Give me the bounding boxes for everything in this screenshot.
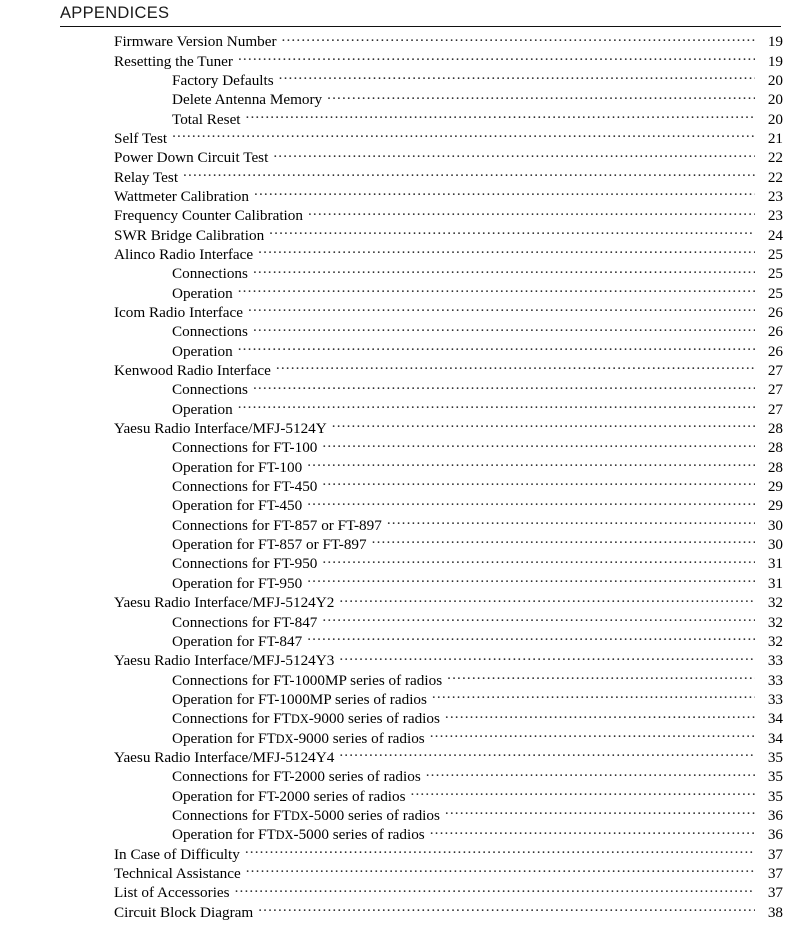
toc-leader-dots: [253, 321, 755, 336]
toc-leader-dots: [258, 244, 755, 259]
toc-entry[interactable]: [0, 166, 799, 185]
toc-page-number: 35: [767, 768, 783, 786]
toc-entry[interactable]: [0, 341, 799, 360]
toc-page-number: 23: [767, 207, 783, 225]
toc-page-number: 21: [767, 129, 783, 147]
toc-entry[interactable]: [0, 805, 799, 824]
toc-entry-label: Connections: [172, 323, 248, 341]
toc-entry-label: Operation for FT-1000MP series of radios: [172, 690, 427, 708]
toc-entry-label: Total Reset: [172, 110, 241, 128]
toc-page-number: 29: [767, 497, 783, 515]
toc-leader-dots: [307, 573, 755, 588]
toc-entry-label: Operation for FTDX-5000 series of radios: [172, 826, 425, 844]
toc-page-number: 26: [767, 342, 783, 360]
toc-leader-dots: [445, 805, 755, 820]
toc-leader-dots: [322, 437, 755, 452]
toc-entry-label: Firmware Version Number: [114, 33, 277, 51]
toc-entry[interactable]: [0, 476, 799, 495]
toc-entry-label: Kenwood Radio Interface: [114, 362, 271, 380]
toc-entry-label: Yaesu Radio Interface/MFJ-5124Y3: [114, 652, 335, 670]
toc-leader-dots: [235, 882, 755, 897]
toc-leader-dots: [308, 205, 755, 220]
toc-entry[interactable]: [0, 108, 799, 127]
toc-leader-dots: [245, 843, 755, 858]
toc-entry-label: Operation for FT-857 or FT-897: [172, 536, 367, 554]
toc-entry[interactable]: [0, 224, 799, 243]
toc-entry[interactable]: [0, 50, 799, 69]
toc-entry[interactable]: [0, 843, 799, 862]
toc-page-number: 24: [767, 226, 783, 244]
toc-entry[interactable]: [0, 282, 799, 301]
toc-entry-label: Yaesu Radio Interface/MFJ-5124Y2: [114, 594, 335, 612]
toc-page-number: 32: [767, 594, 783, 612]
toc-entry[interactable]: [0, 70, 799, 89]
toc-entry-label: Alinco Radio Interface: [114, 245, 254, 263]
toc-entry[interactable]: [0, 399, 799, 418]
toc-entry[interactable]: [0, 901, 799, 920]
toc-entry-label: Connections for FTDX-9000 series of radios: [172, 710, 440, 728]
toc-leader-dots: [447, 669, 755, 684]
toc-leader-dots: [387, 515, 755, 530]
toc-page-number: 31: [767, 574, 783, 592]
toc-page-number: 27: [767, 400, 783, 418]
toc-leader-dots: [430, 727, 755, 742]
toc-leader-dots: [430, 824, 755, 839]
toc-entry-label: Operation for FT-100: [172, 458, 303, 476]
toc-page-number: 38: [767, 903, 783, 921]
toc-entry[interactable]: [0, 437, 799, 456]
toc-entry-label: Frequency Counter Calibration: [114, 207, 303, 225]
toc-entry-label: Connections: [172, 381, 248, 399]
toc-page-number: 20: [767, 71, 783, 89]
toc-entry[interactable]: [0, 534, 799, 553]
toc-entry[interactable]: [0, 863, 799, 882]
toc-entry-label: Connections for FT-2000 series of radios: [172, 768, 421, 786]
toc-entry-label: Connections for FT-857 or FT-897: [172, 516, 382, 534]
toc-entry[interactable]: [0, 379, 799, 398]
toc-entry-label: Connections for FT-950: [172, 555, 318, 573]
toc-entry-label: Operation: [172, 400, 233, 418]
toc-entry[interactable]: [0, 495, 799, 514]
toc-entry-label: Connections for FT-847: [172, 613, 318, 631]
toc-entry-label: Operation for FT-950: [172, 574, 303, 592]
toc-page-number: 27: [767, 362, 783, 380]
toc-entry[interactable]: [0, 515, 799, 534]
toc-leader-dots: [432, 689, 755, 704]
toc-page-number: 25: [767, 284, 783, 302]
toc-leader-dots: [269, 224, 755, 239]
toc-leader-dots: [307, 631, 755, 646]
toc-page-number: 34: [767, 710, 783, 728]
toc-page-number: 36: [767, 806, 783, 824]
toc-entry[interactable]: [0, 785, 799, 804]
toc-leader-dots: [322, 611, 755, 626]
toc-leader-dots: [238, 50, 755, 65]
toc-entry-label: List of Accessories: [114, 884, 230, 902]
toc-entry-label: Connections for FTDX-5000 series of radios: [172, 806, 440, 824]
toc-entry[interactable]: [0, 186, 799, 205]
toc-page-number: 28: [767, 439, 783, 457]
toc-entry[interactable]: [0, 747, 799, 766]
toc-entry-label: Operation for FT-450: [172, 497, 303, 515]
toc-page-number: 37: [767, 884, 783, 902]
toc-entry-label: Yaesu Radio Interface/MFJ-5124Y4: [114, 748, 335, 766]
toc-page-number: 20: [767, 91, 783, 109]
toc-page-number: 30: [767, 536, 783, 554]
toc-page-number: 28: [767, 420, 783, 438]
toc-entry[interactable]: [0, 824, 799, 843]
toc-entry[interactable]: [0, 244, 799, 263]
toc-entry-label: Wattmeter Calibration: [114, 187, 249, 205]
toc-leader-dots: [238, 399, 755, 414]
toc-leader-dots: [327, 89, 755, 104]
toc-entry-label: Connections for FT-1000MP series of radios: [172, 671, 443, 689]
toc-leader-dots: [332, 418, 755, 433]
toc-leader-dots: [253, 263, 755, 278]
toc-entry-label: Self Test: [114, 129, 168, 147]
toc-entry[interactable]: [0, 689, 799, 708]
toc-entry[interactable]: [0, 708, 799, 727]
toc-page-number: 28: [767, 458, 783, 476]
toc-entry[interactable]: [0, 418, 799, 437]
toc-page-number: 32: [767, 632, 783, 650]
toc-entry[interactable]: [0, 727, 799, 746]
toc-leader-dots: [307, 457, 755, 472]
toc-leader-dots: [246, 108, 755, 123]
table-of-contents: [0, 31, 799, 921]
toc-leader-dots: [183, 166, 755, 181]
toc-page-number: 31: [767, 555, 783, 573]
toc-entry-label: Icom Radio Interface: [114, 304, 244, 321]
toc-leader-dots: [445, 708, 755, 723]
toc-leader-dots: [279, 70, 755, 85]
toc-leader-dots: [339, 650, 755, 665]
toc-leader-dots: [307, 495, 755, 510]
toc-entry[interactable]: [0, 263, 799, 282]
toc-page-number: 22: [767, 149, 783, 167]
toc-page-number: 33: [767, 652, 783, 670]
toc-entry-label: Operation: [172, 284, 233, 302]
toc-entry[interactable]: [0, 650, 799, 669]
toc-entry-label: Circuit Block Diagram: [114, 903, 254, 921]
toc-leader-dots: [248, 302, 755, 317]
toc-page-number: 29: [767, 478, 783, 496]
toc-leader-dots: [276, 360, 755, 375]
toc-page-number: 37: [767, 845, 783, 863]
toc-page-number: 35: [767, 787, 783, 805]
toc-page-number: 20: [767, 110, 783, 128]
toc-page-number: 23: [767, 187, 783, 205]
toc-page-number: 35: [767, 748, 783, 766]
toc-entry-label: Operation: [172, 342, 233, 360]
toc-entry[interactable]: [0, 31, 799, 50]
toc-entry-label: In Case of Difficulty: [114, 845, 240, 863]
toc-leader-dots: [322, 553, 755, 568]
toc-leader-dots: [322, 476, 755, 491]
toc-entry[interactable]: [0, 321, 799, 340]
toc-entry[interactable]: [0, 631, 799, 650]
toc-entry-label: Operation for FT-847: [172, 632, 303, 650]
toc-page-number: 34: [767, 729, 783, 747]
toc-entry[interactable]: [0, 592, 799, 611]
toc-page-number: 19: [767, 33, 783, 51]
toc-entry[interactable]: [0, 553, 799, 572]
toc-entry-label: Power Down Circuit Test: [114, 149, 269, 167]
toc-page-number: 33: [767, 671, 783, 689]
toc-page-number: 19: [767, 52, 783, 70]
toc-leader-dots: [282, 31, 755, 46]
toc-entry[interactable]: [0, 89, 799, 108]
toc-entry[interactable]: [0, 205, 799, 224]
toc-entry-label: Operation for FTDX-9000 series of radios: [172, 729, 425, 747]
toc-leader-dots: [258, 901, 755, 916]
toc-page-number: 22: [767, 168, 783, 186]
toc-entry-label: Factory Defaults: [172, 71, 274, 89]
page-title: APPENDICES: [60, 4, 170, 22]
toc-page-number: 27: [767, 381, 783, 399]
toc-leader-dots: [339, 747, 755, 762]
toc-page-number: 26: [767, 323, 783, 341]
toc-entry-label: Operation for FT-2000 series of radios: [172, 787, 406, 805]
toc-entry-label: SWR Bridge Calibration: [114, 226, 265, 244]
toc-leader-dots: [246, 863, 755, 878]
toc-entry[interactable]: [0, 611, 799, 630]
toc-leader-dots: [426, 766, 755, 781]
toc-leader-dots: [372, 534, 755, 549]
toc-page-number: 32: [767, 613, 783, 631]
toc-entry[interactable]: [0, 360, 799, 379]
toc-entry-label: Technical Assistance: [114, 864, 241, 882]
toc-entry[interactable]: [0, 302, 799, 321]
toc-page-number: 26: [767, 304, 783, 321]
toc-leader-dots: [253, 379, 755, 394]
toc-entry-label: Resetting the Tuner: [114, 52, 233, 70]
toc-page-number: 25: [767, 265, 783, 283]
toc-leader-dots: [273, 147, 755, 162]
toc-entry-label: Delete Antenna Memory: [172, 91, 323, 109]
toc-entry[interactable]: [0, 766, 799, 785]
toc-entry-label: Connections for FT-450: [172, 478, 318, 496]
toc-leader-dots: [254, 186, 755, 201]
toc-page-number: 25: [767, 245, 783, 263]
toc-entry-label: Yaesu Radio Interface/MFJ-5124Y: [114, 420, 327, 438]
toc-entry[interactable]: [0, 669, 799, 688]
toc-leader-dots: [172, 128, 755, 143]
toc-entry[interactable]: [0, 128, 799, 147]
toc-entry[interactable]: [0, 457, 799, 476]
toc-leader-dots: [238, 282, 755, 297]
toc-leader-dots: [238, 341, 755, 356]
toc-entry[interactable]: [0, 573, 799, 592]
toc-page-number: 33: [767, 690, 783, 708]
toc-entry[interactable]: [0, 147, 799, 166]
toc-leader-dots: [411, 785, 755, 800]
heading-divider: [60, 26, 781, 27]
toc-entry[interactable]: [0, 882, 799, 901]
toc-entry-label: Relay Test: [114, 168, 179, 186]
toc-leader-dots: [339, 592, 755, 607]
toc-page-number: 30: [767, 516, 783, 534]
toc-entry-label: Connections: [172, 265, 248, 283]
toc-page-number: 37: [767, 864, 783, 882]
toc-page-number: 36: [767, 826, 783, 844]
toc-entry-label: Connections for FT-100: [172, 439, 318, 457]
